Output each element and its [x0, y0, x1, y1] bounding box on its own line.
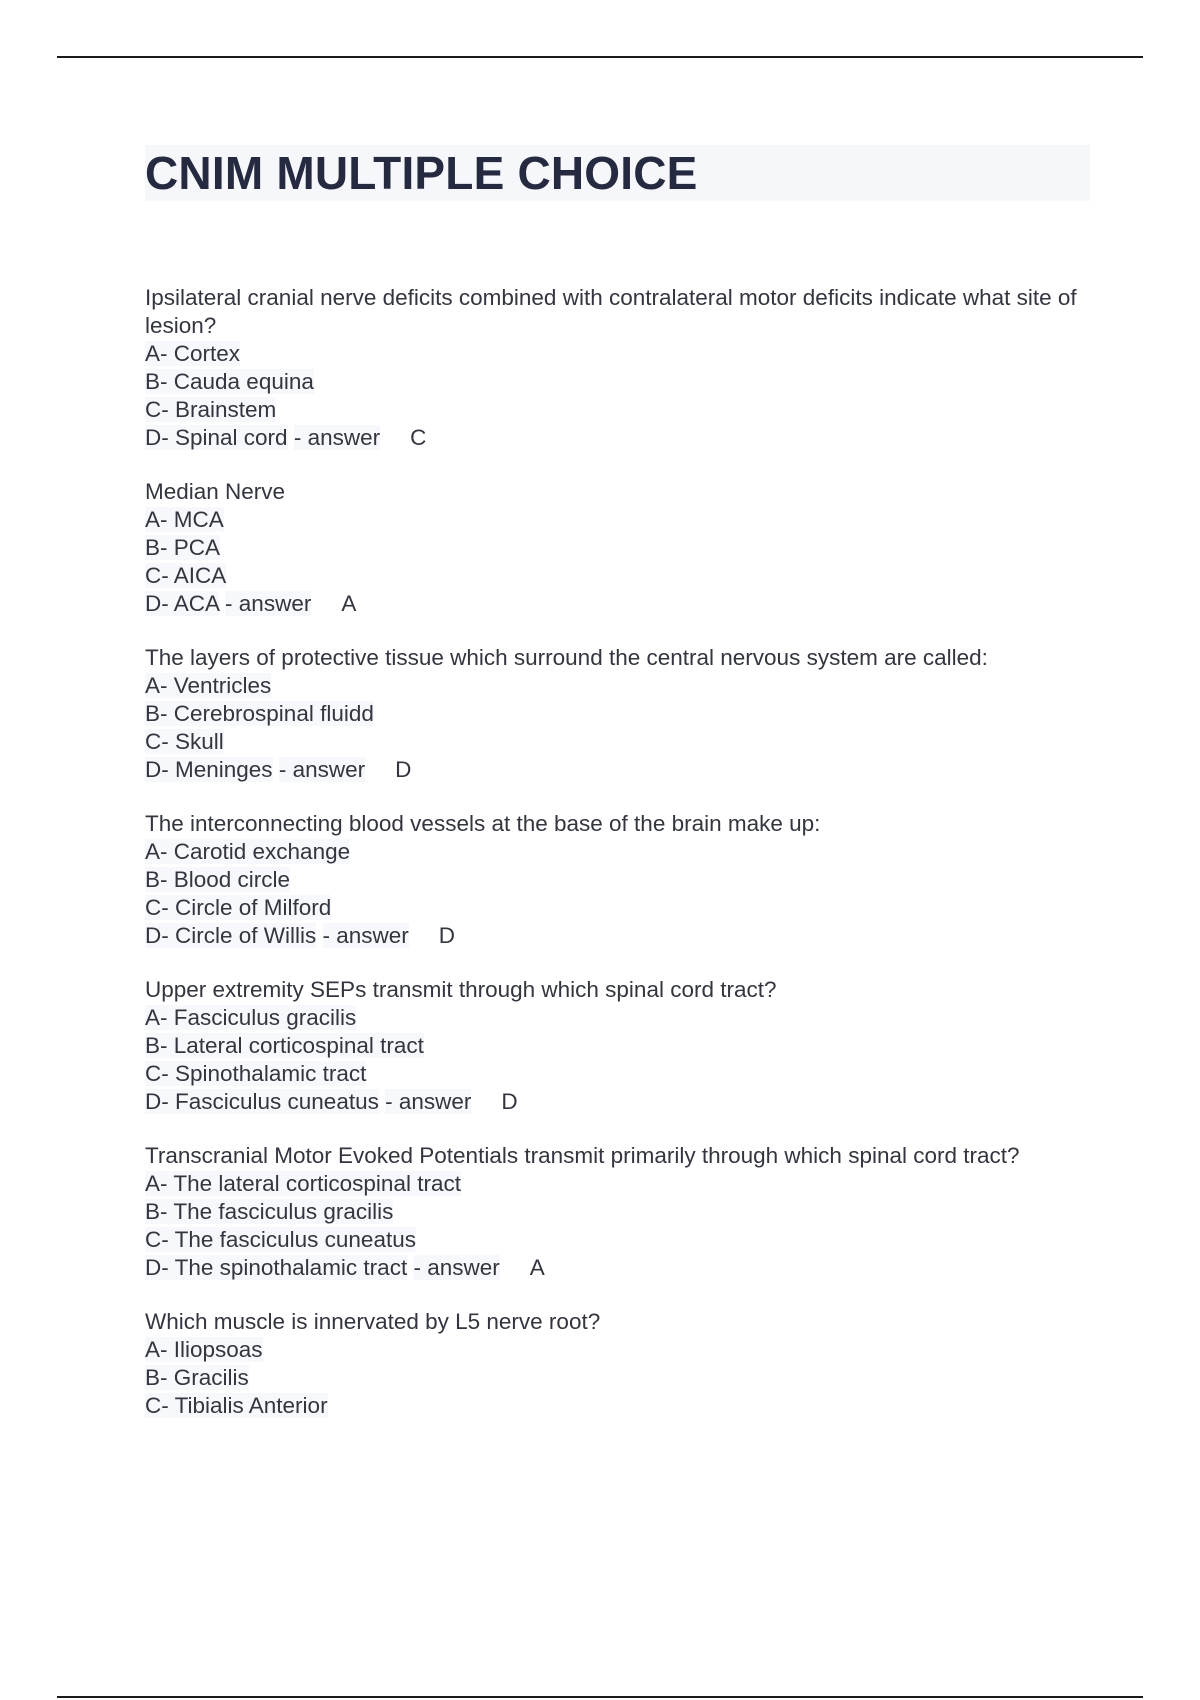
option-text: A- Carotid exchange — [145, 839, 351, 864]
option-text: B- Blood circle — [145, 867, 291, 892]
answer-option — [145, 1198, 1095, 1226]
answer-option — [145, 838, 1095, 866]
answer-option — [145, 534, 1095, 562]
answer-option — [145, 506, 1095, 534]
answer-letter: D — [501, 1089, 518, 1114]
answer-option — [145, 562, 1095, 590]
option-text: B- Lateral corticospinal tract — [145, 1033, 424, 1058]
question-text: The layers of protective tissue which surround the central nervous system are called: — [145, 645, 988, 670]
question-block — [145, 644, 1095, 784]
answer-letter: A — [341, 591, 357, 616]
option-text: C- Skull — [145, 729, 224, 754]
answer-option — [145, 866, 1095, 894]
answer-label: - answer — [225, 591, 312, 616]
option-text: C- AICA — [145, 563, 227, 588]
answer-option — [145, 1060, 1095, 1088]
answer-option — [145, 1170, 1095, 1198]
answer-label: - answer — [385, 1089, 472, 1114]
question-text: Transcranial Motor Evoked Potentials transmit primarily through which spinal cord tract? — [145, 1143, 1020, 1168]
option-text: D- ACA — [145, 591, 219, 616]
option-text: D- Meninges — [145, 757, 273, 782]
option-text: D- Fasciculus cuneatus — [145, 1089, 379, 1114]
answer-letter: A — [529, 1255, 545, 1280]
question-text: The interconnecting blood vessels at the base of the brain make up: — [145, 811, 821, 836]
question-block — [145, 1308, 1095, 1420]
option-text: B- Cerebrospinal fluidd — [145, 701, 374, 726]
option-text: D- Spinal cord — [145, 425, 288, 450]
option-text: A- Ventricles — [145, 673, 272, 698]
answer-option — [145, 1004, 1095, 1032]
option-text: B- Cauda equina — [145, 369, 314, 394]
question-block — [145, 284, 1095, 452]
option-text: C- The fasciculus cuneatus — [145, 1227, 416, 1252]
option-text: A- Iliopsoas — [145, 1337, 263, 1362]
question-text: Ipsilateral cranial nerve deficits combined with contralateral motor deficits indicate what site of lesion? — [145, 285, 1077, 338]
question-block — [145, 810, 1095, 950]
answer-label: - answer — [278, 757, 366, 782]
option-text: B- PCA — [145, 535, 221, 560]
answer-option — [145, 396, 1095, 424]
page-title: CNIM MULTIPLE CHOICE — [145, 147, 698, 199]
answer-option — [145, 894, 1095, 922]
answer-label: - answer — [322, 923, 409, 948]
answer-option — [145, 1254, 1095, 1282]
question-block — [145, 976, 1095, 1116]
option-text: C- Brainstem — [145, 397, 277, 422]
answer-option — [145, 1032, 1095, 1060]
option-text: A- MCA — [145, 507, 224, 532]
answer-option — [145, 756, 1095, 784]
option-text: D- Circle of Willis — [145, 923, 317, 948]
answer-label: - answer — [293, 425, 381, 450]
answer-letter: D — [438, 923, 456, 948]
answer-option — [145, 1226, 1095, 1254]
answer-option — [145, 590, 1095, 618]
question-text: Which muscle is innervated by L5 nerve root? — [145, 1309, 601, 1334]
answer-letter: C — [410, 425, 427, 450]
answer-option — [145, 368, 1095, 396]
option-text: B- Gracilis — [145, 1365, 249, 1390]
option-text: A- The lateral corticospinal tract — [145, 1171, 461, 1196]
answer-option — [145, 340, 1095, 368]
question-block — [145, 1142, 1095, 1282]
title-banner — [145, 145, 1090, 201]
answer-option — [145, 424, 1095, 452]
answer-option — [145, 1336, 1095, 1364]
answer-option — [145, 1088, 1095, 1116]
question-text: Upper extremity SEPs transmit through which spinal cord tract? — [145, 977, 777, 1002]
top-rule — [57, 56, 1143, 58]
answer-letter: D — [395, 757, 412, 782]
answer-option — [145, 1364, 1095, 1392]
option-text: D- The spinothalamic tract — [145, 1255, 408, 1280]
question-text: Median Nerve — [145, 479, 286, 504]
option-text: A- Cortex — [145, 341, 241, 366]
answer-option — [145, 700, 1095, 728]
option-text: C- Tibialis Anterior — [145, 1393, 328, 1418]
option-text: C- Circle of Milford — [145, 895, 332, 920]
option-text: C- Spinothalamic tract — [145, 1061, 367, 1086]
answer-label: - answer — [413, 1255, 500, 1280]
question-list — [145, 284, 1095, 1446]
answer-option — [145, 922, 1095, 950]
option-text: A- Fasciculus gracilis — [145, 1005, 357, 1030]
option-text: B- The fasciculus gracilis — [145, 1199, 394, 1224]
answer-option — [145, 672, 1095, 700]
answer-option — [145, 728, 1095, 756]
answer-option — [145, 1392, 1095, 1420]
bottom-rule — [57, 1696, 1143, 1698]
question-block — [145, 478, 1095, 618]
